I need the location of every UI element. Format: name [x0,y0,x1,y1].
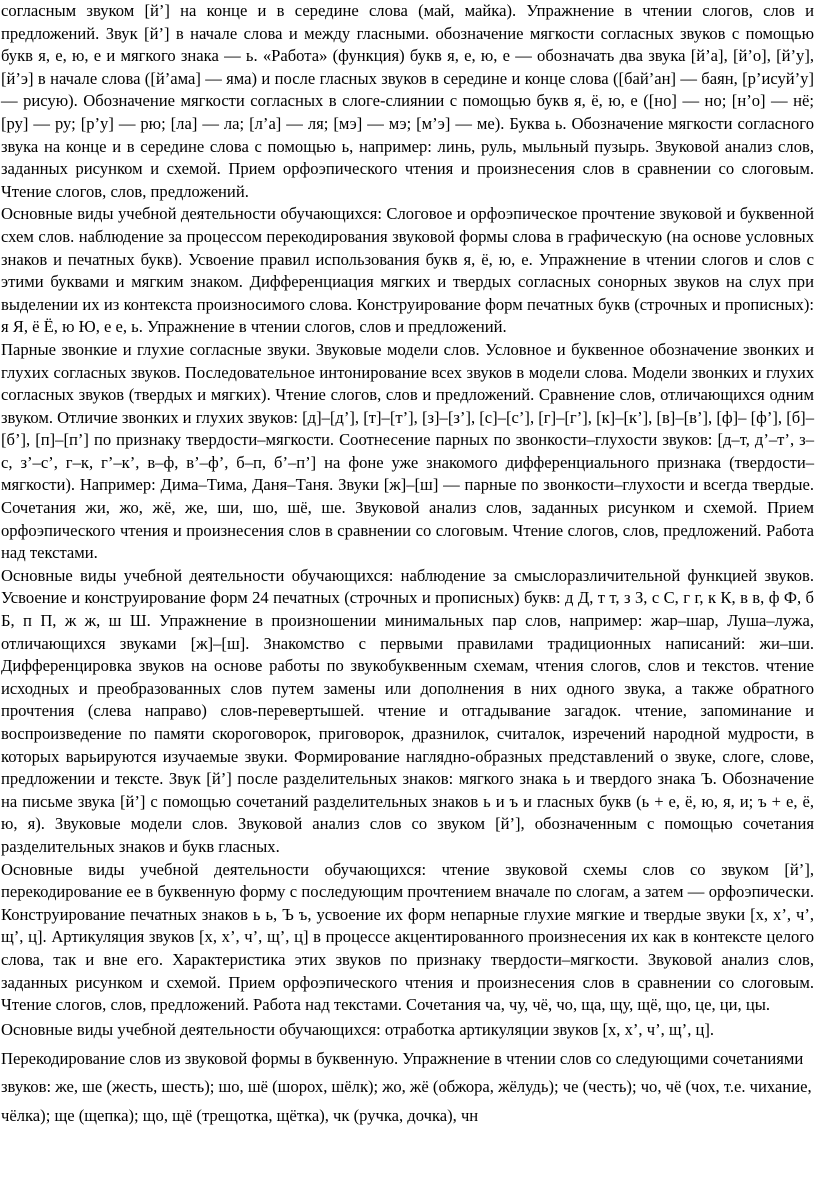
paragraph-activities-sound-scheme: Основные виды учебной деятельности обучающихся: чтение звуковой схемы слов со звуком [й’], перекодирование ее в буквенную форму с последующим прочтением вначале по слогам, а затем — орфоэпически. Конструирование печатных знаков ь ь, Ъ ъ, усвоение их форм непарные глухие мягкие и твердые звуки [х, х’, ч’, щ’, ц]. Артикуляция звуков [х, х’, ч’, щ’, ц] в процессе акцентированного произнесения их как в контексте целого слова, так и вне его. Характеристика этих звуков по признаку твердости–мягкости. Звуковой анализ слов, заданных рисунком и схемой. Прием орфоэпического чтения и произнесения слов в сравнении со слоговым. Чтение слогов, слов, предложений. Работа над текстами. Сочетания ча, чу, чё, чо, ща, щу, щё, що, це, ци, цы. [1,859,814,1015]
paragraph-paired-consonants: Парные звонкие и глухие согласные звуки. Звуковые модели слов. Условное и буквенное обозначение звонких и глухих согласных звуков. Последовательное интонирование всех звуков в модели слова. Модели звонких и глухих согласных звуков (твердых и мягких). Чтение слогов, слов и предложений. Сравнение слов, отличающихся одним звуком. Отличие звонких и глухих звуков: [д]–[д’], [т]–[т’], [з]–[з’], [с]–[с’], [г]–[г’], [к]–[к’], [в]–[в’], [ф]– [ф’], [б]–[б’], [п]–[п’] по признаку твердости–мягкости. Соотнесение парных по звонкости–глухости звуков: [д–т, д’–т’, з–с, з’–с’, г–к, г’–к’, в–ф, в’–ф’, б–п, б’–п’] на фоне уже знакомого дифференциального признака (твердости–мягкости). Например: Дима–Тима, Даня–Таня. Звуки [ж]–[ш] — парные по звонкости–глухости и всегда твердые. Сочетания жи, жо, жё, же, ши, шо, шё, ше. Звуковой анализ слов, заданных рисунком и схемой. Прием орфоэпического чтения и произнесения слов в сравнении со слоговым. Чтение слогов, слов, предложений. Работа над текстами. [1,339,814,563]
paragraph-activities-articulation: Основные виды учебной деятельности обучающихся: отработка артикуляции звуков [х, х’, ч’, щ’, ц]. [1,1019,715,1039]
paragraph-recoding-words: Перекодирование слов из звуковой формы в буквенную. Упражнение в чтении слов со следующими сочетаниями звуков: же, ше (жесть, шесть); шо, шё (шорох, шёлк); жо, жё (обжора, жёлудь); че (честь); чо, чё (чох, т.е. чихание, чёлка); ще (щепка); що, щё (трещотка, щётка), чк (ручка, дочка), чн [1,1048,812,1125]
paragraph-soft-consonants: согласным звуком [й’] на конце и в середине слова (май, майка). Упражнение в чтении слогов, слов и предложений. Звук [й’] в начале слова и между гласными. обозначение мягкости согласных звуков с помощью букв я, е, ю, е и мягкого знака — ь. «Работа» (функция) букв я, е, ю, е — обозначать два звука [й’а], [й’о], [й’у], [й’э] в начале слова ([й’ама] — яма) и после гласных звуков в середине и конце слова ([бай’ан] — баян, [р’исуй’у] — рисую). Обозначение мягкости согласных в слоге-слиянии с помощью букв я, ё, ю, е ([но] — но; [н’о] — нё; [ру] — ру; [р’у] — рю; [ла] — ла; [л’а] — ля; [мэ] — мэ; [м’э] — ме). Буква ь. Обозначение мягкости согласного звука на конце и в середине слова с помощью ь, например: линь, руль, мыльный пузырь. Звуковой анализ слов, заданных рисунком и схемой. Прием орфоэпического чтения и произнесения слов в сравнении со слоговым. Чтение слогов, слов, предложений. [1,1,814,201]
paragraph-activities-reading-schemes: Основные виды учебной деятельности обучающихся: Слоговое и орфоэпическое прочтение звуковой и буквенной схем слов. наблюдение за процессом перекодирования звуковой формы слова в графическую (на основе условных знаков и печатных букв). Усвоение правил использования букв я, ё, ю, е. Упражнение в чтении слогов и слов с этими буквами и мягким знаком. Дифференциация мягких и твердых согласных сонорных звуков на слух при выделении их из контекста произносимого слова. Конструирование форм печатных букв (строчных и прописных): я Я, ё Ё, ю Ю, е е, ь. Упражнение в чтении слогов, слов и предложений. [1,204,814,337]
paragraph-activities-sound-function: Основные виды учебной деятельности обучающихся: наблюдение за смыслоразличительной функцией звуков. Усвоение и конструирование форм 24 печатных (строчных и прописных) букв: д Д, т т, з З, с С, г г, к К, в в, ф Ф, б Б, п П, ж ж, ш Ш. Упражнение в произношении минимальных пар слов, например: жар–шар, Луша–лужа, отличающихся звуками [ж]–[ш]. Знакомство с первыми правилами традиционных написаний: жи–ши. Дифференцировка звуков на основе работы по звукобуквенным схемам, чтения слогов, слов и текстов. чтение исходных и преобразованных слов путем замены или дополнения в них одного звука, а также обратного прочтения (слева направо) слов-перевертышей. чтение и отгадывание загадок. чтение, запоминание и воспроизведение по памяти скороговорок, приговорок, дразнилок, считалок, изречений народной мудрости, в которых варьируются изучаемые звуки. Формирование наглядно-образных представлений о звуке, слоге, слове, предложении и тексте. Звук [й’] после разделительных знаков: мягкого знака ь и твердого знака Ъ. Обозначение на письме звука [й’] с помощью сочетаний разделительных знаков ь и ъ и гласных букв (ь + е, ё, ю, я, и; ъ + е, ё, ю, я). Звуковые модели слов. Звуковой анализ слов со звуком [й’], обозначенным с помощью сочетания разделительных знаков и букв гласных. [1,565,814,856]
